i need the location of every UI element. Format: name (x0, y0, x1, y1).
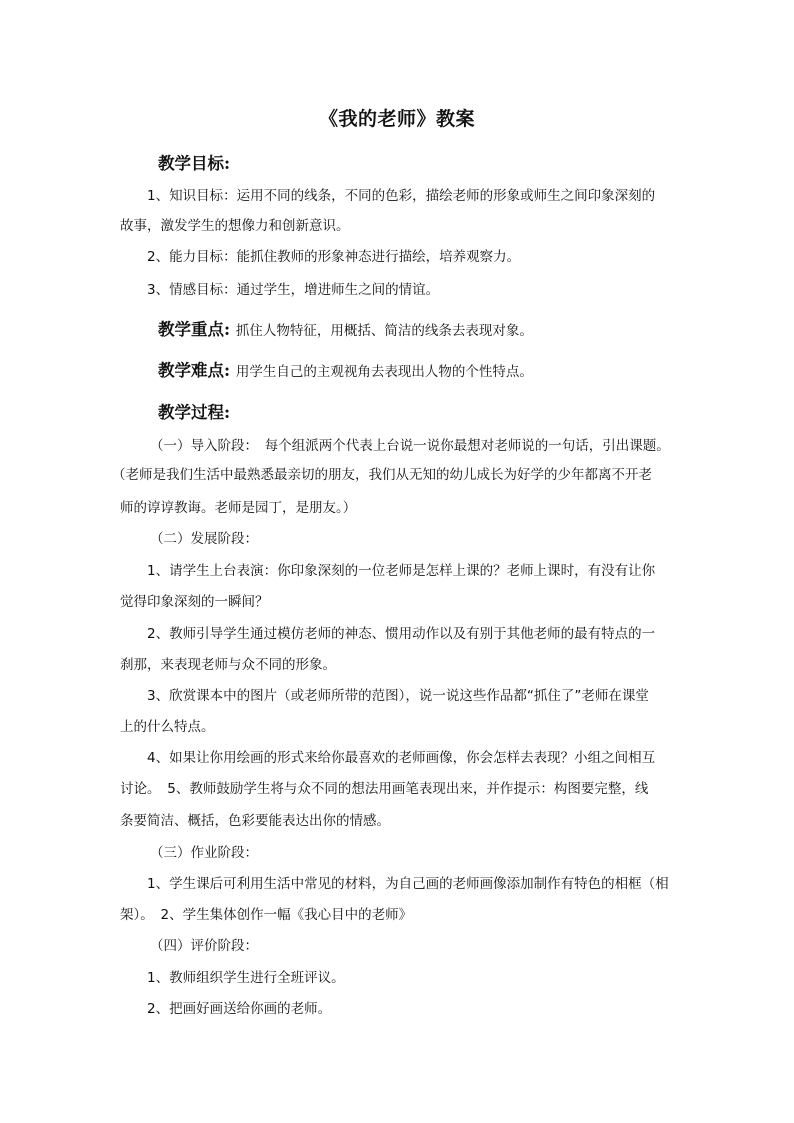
stage-2-item-4-line-2: 讨论。 5、教师鼓励学生将与众不同的想法用画笔表现出来，并作提示：构图要完整，线 (120, 781, 649, 797)
goal-1-line-1: 1、知识目标：运用不同的线条，不同的色彩，描绘老师的形象或师生之间印象深刻的 (147, 188, 656, 204)
difficulty-point (158, 357, 533, 381)
stage-2-item-2-line-1: 2、教师引导学生通过模仿老师的神态、惯用动作以及有别于其他老师的最有特点的一 (147, 626, 656, 642)
key-point-text: 抓住人物特征，用概括、简洁的线条去表现对象。 (235, 323, 533, 339)
stage-3-item-1-line-2: 架）。 2、学生集体创作一幅《我心目中的老师》 (120, 907, 413, 923)
goal-2: 2、能力目标：能抓住教师的形象神态进行描绘，培养观察力。 (147, 249, 521, 265)
stage-4-heading: （四）评价阶段： (150, 938, 258, 954)
difficulty-text: 用学生自己的主观视角去表现出人物的个性特点。 (235, 364, 533, 380)
goal-3: 3、情感目标：通过学生，增进师生之间的情谊。 (147, 282, 440, 298)
key-point-heading: 教学重点: (158, 320, 231, 339)
stage-4-item-2: 2、把画好画送给你画的老师。 (147, 1001, 332, 1017)
goals-heading: 教学目标: (158, 154, 231, 173)
stage-1-line-2: （老师是我们生活中最熟悉最亲切的朋友，我们从无知的幼儿成长为好学的少年都离不开老 (112, 467, 652, 483)
stage-2-item-1-line-1: 1、请学生上台表演：你印象深刻的一位老师是怎样上课的？老师上课时，有没有让你 (147, 563, 656, 579)
process-heading: 教学过程: (158, 403, 231, 422)
page-title: 《我的老师》教案 (318, 108, 475, 130)
stage-2-item-4-line-3: 条要简洁、概括，色彩要能表达出你的情感。 (120, 813, 390, 829)
stage-2-item-2-line-2: 刹那，来表现老师与众不同的形象。 (120, 657, 336, 673)
goal-1-line-2: 故事，激发学生的想像力和创新意识。 (120, 218, 350, 234)
stage-2-item-1-line-2: 觉得印象深刻的一瞬间？ (120, 594, 269, 610)
key-point (158, 316, 533, 340)
stage-2-heading: （二）发展阶段： (150, 531, 258, 547)
stage-4-item-1: 1、教师组织学生进行全班评议。 (147, 970, 345, 986)
stage-1-line-3: 师的谆谆教诲。老师是园丁，是朋友。） (120, 500, 357, 516)
stage-3-item-1-line-1: 1、学生课后可利用生活中常见的材料，为自己画的老师画像添加制作有特色的相框（相 (147, 876, 669, 892)
stage-1-line-1: （一）导入阶段： 每个组派两个代表上台说一说你最想对老师说的一句话，引出课题。 (150, 438, 670, 454)
stage-2-item-3-line-2: 上的什么特点。 (120, 719, 215, 735)
stage-3-heading: （三）作业阶段： (150, 845, 258, 861)
stage-2-item-4-line-1: 4、如果让你用绘画的形式来给你最喜欢的老师画像，你会怎样去表现？小组之间相互 (147, 750, 656, 766)
difficulty-heading: 教学难点: (158, 361, 231, 380)
stage-2-item-3-line-1: 3、欣赏课本中的图片（或老师所带的范图），说一说这些作品都“抓住了”老师在课堂 (147, 688, 649, 704)
